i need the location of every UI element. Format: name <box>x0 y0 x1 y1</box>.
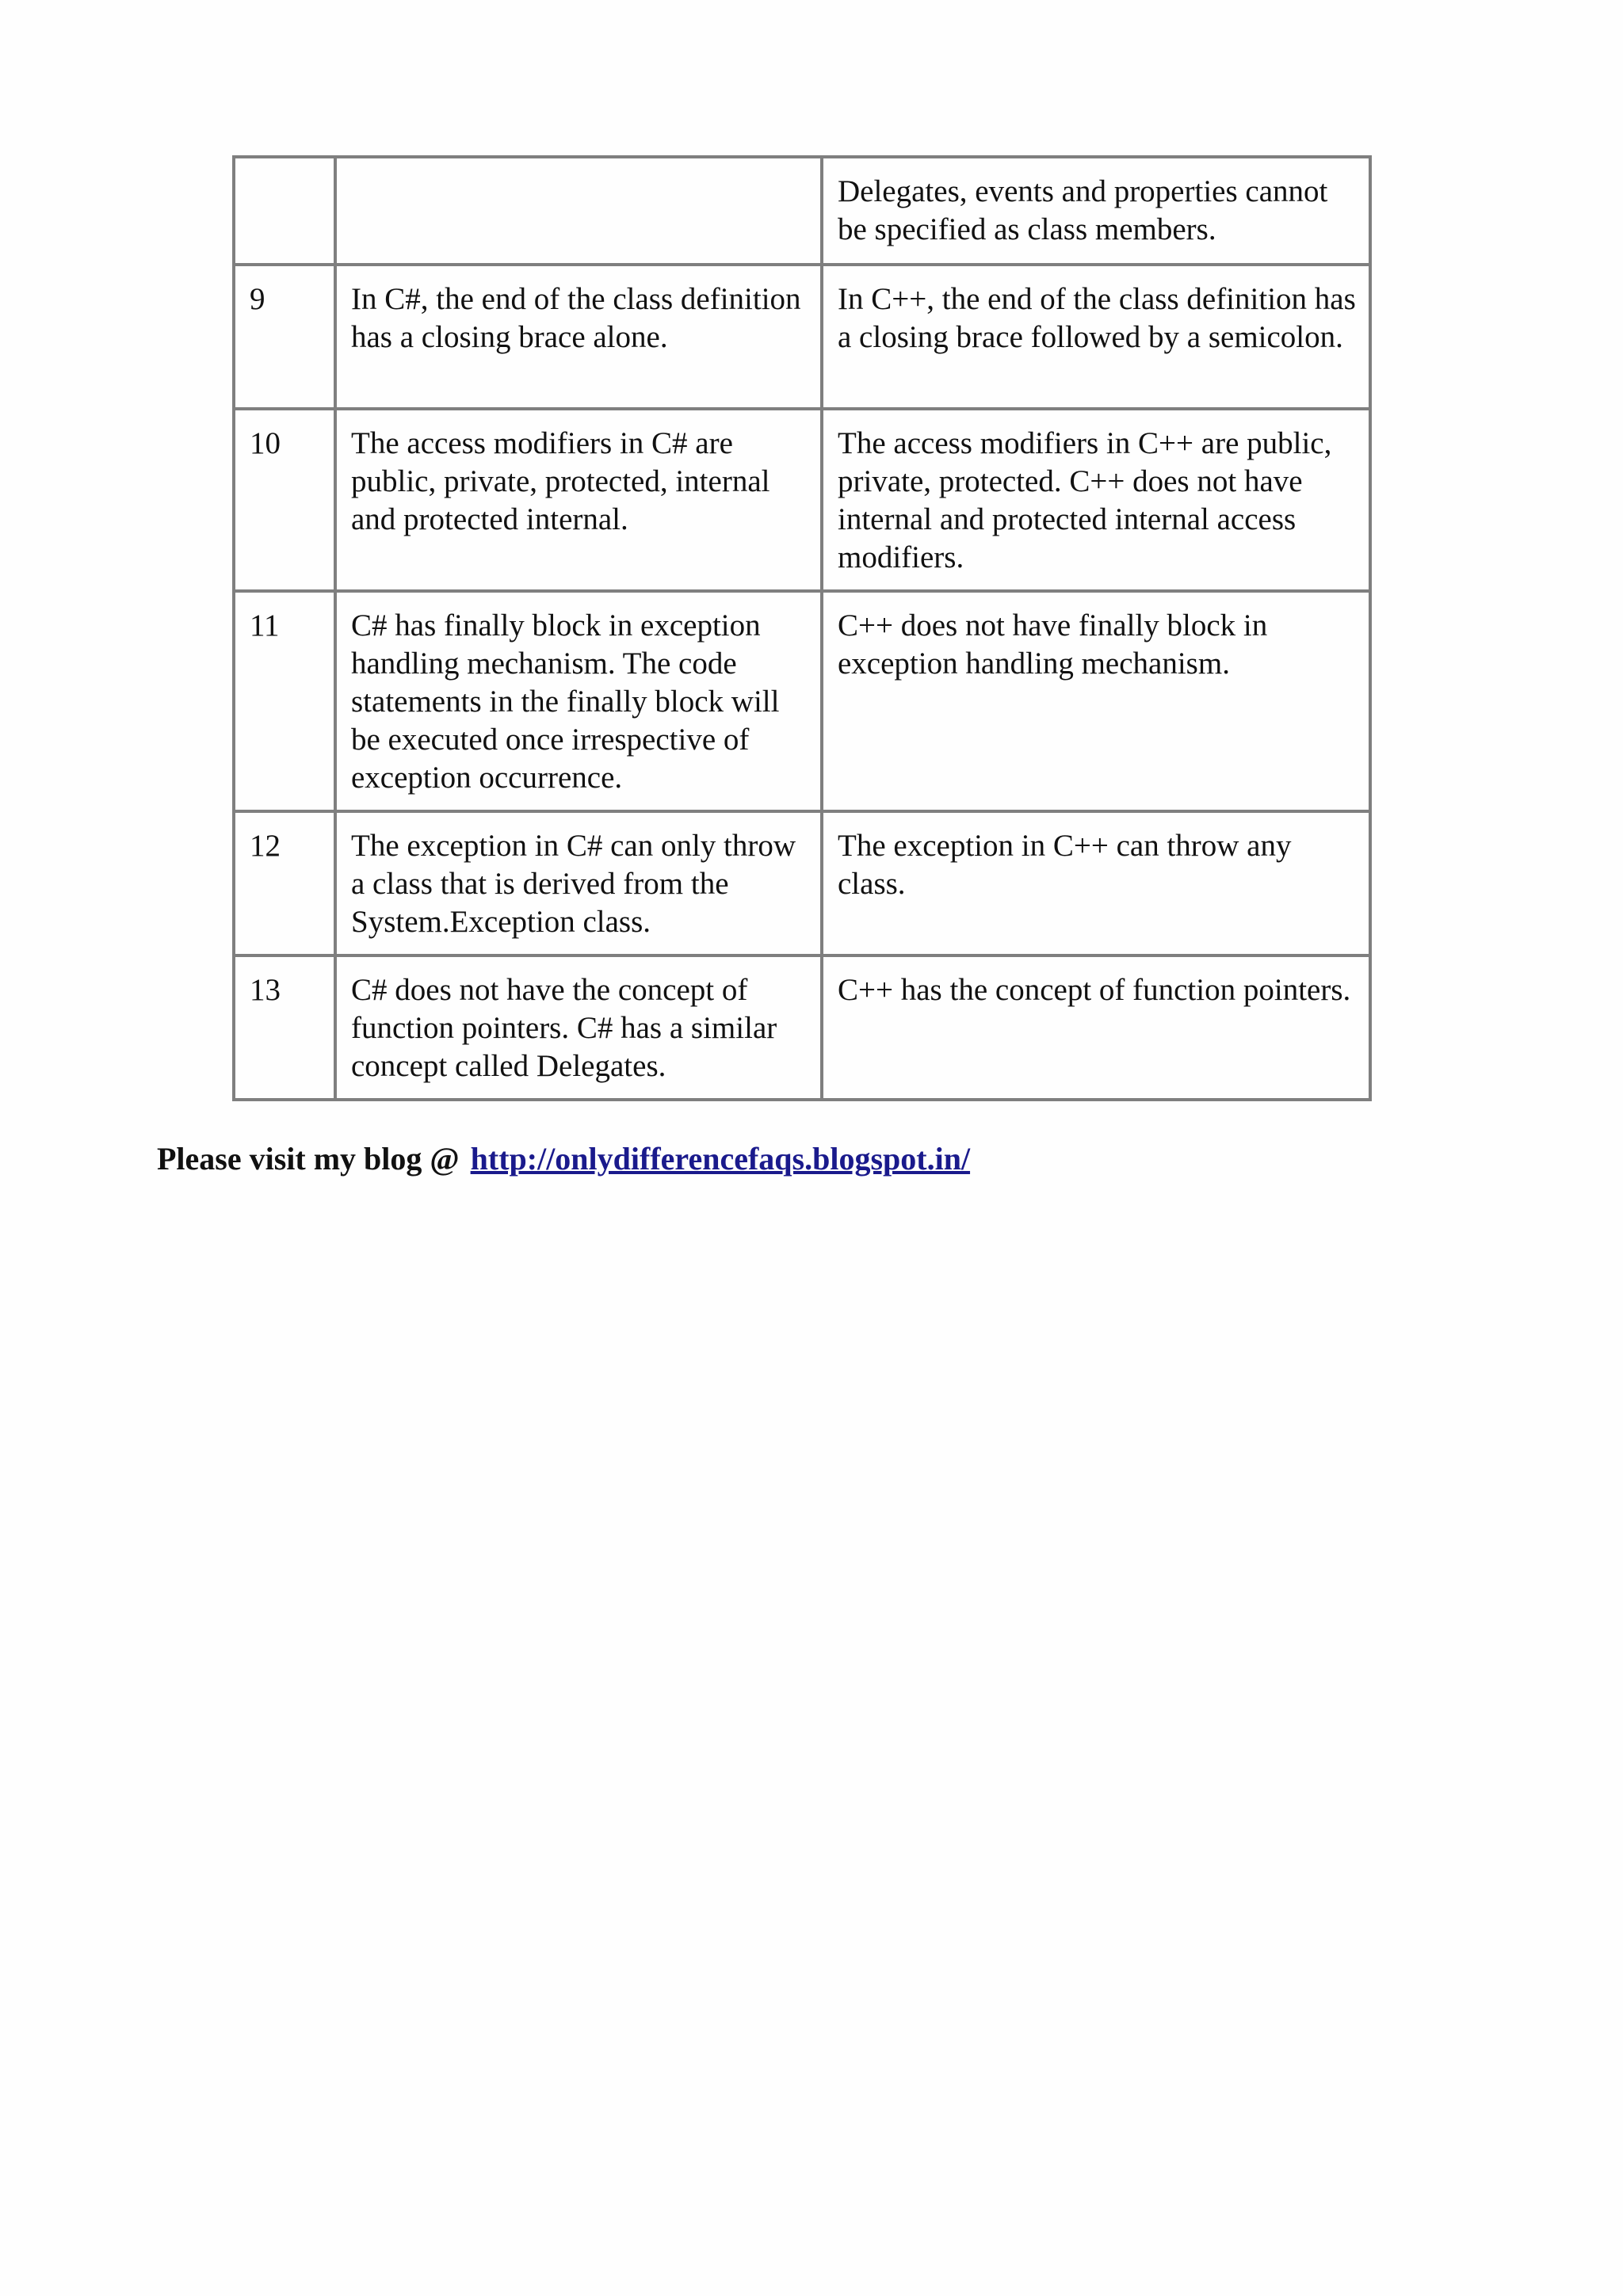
row-number-cell: 13 <box>234 955 335 1100</box>
table-row <box>234 591 1370 811</box>
row-number-cell: 10 <box>234 409 335 591</box>
footer-text: Please visit my blog @ <box>157 1141 460 1177</box>
cpp-cell: Delegates, events and properties cannot be specified as class members. <box>822 157 1370 265</box>
table-row <box>234 157 1370 265</box>
table-row <box>234 955 1370 1100</box>
row-number-cell <box>234 157 335 265</box>
row-number-cell: 9 <box>234 265 335 409</box>
cpp-cell: The access modifiers in C++ are public, private, protected. C++ does not have internal and protected internal access modifiers. <box>822 409 1370 591</box>
row-number-cell: 11 <box>234 591 335 811</box>
comparison-table <box>232 155 1372 1101</box>
row-number-cell: 12 <box>234 811 335 955</box>
table-row <box>234 265 1370 409</box>
table-row <box>234 811 1370 955</box>
cpp-cell: The exception in C++ can throw any class. <box>822 811 1370 955</box>
table-row <box>234 409 1370 591</box>
csharp-cell <box>335 157 822 265</box>
cpp-cell: In C++, the end of the class definition has a closing brace followed by a semicolon. <box>822 265 1370 409</box>
csharp-cell: In C#, the end of the class definition has a closing brace alone. <box>335 265 822 409</box>
csharp-cell: C# does not have the concept of function pointers. C# has a similar concept called Delegates. <box>335 955 822 1100</box>
cpp-cell: C++ has the concept of function pointers. <box>822 955 1370 1100</box>
blog-footer <box>157 1139 970 1179</box>
csharp-cell: C# has finally block in exception handling mechanism. The code statements in the finally block will be executed once irrespective of exception occurrence. <box>335 591 822 811</box>
cpp-cell: C++ does not have finally block in exception handling mechanism. <box>822 591 1370 811</box>
csharp-cell: The exception in C# can only throw a class that is derived from the System.Exception class. <box>335 811 822 955</box>
blog-link[interactable]: http://onlydifferencefaqs.blogspot.in/ <box>470 1141 971 1177</box>
csharp-cell: The access modifiers in C# are public, private, protected, internal and protected internal. <box>335 409 822 591</box>
